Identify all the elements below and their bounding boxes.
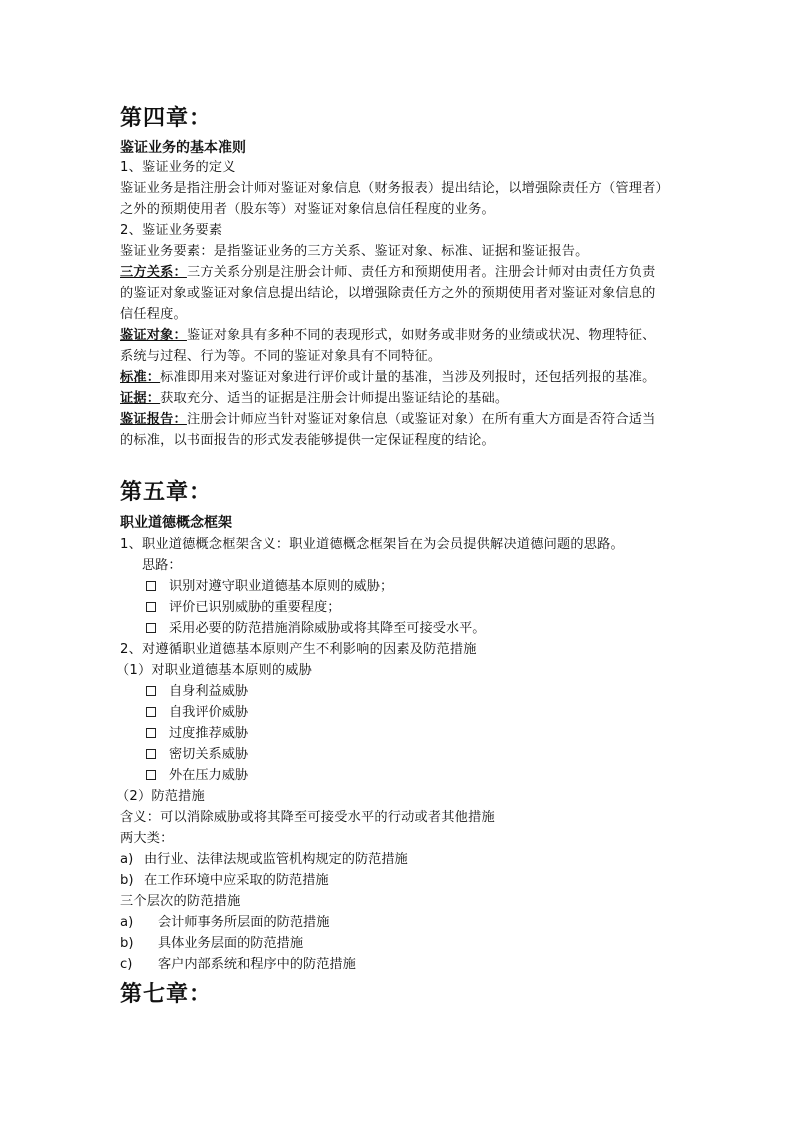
checkbox-icon	[146, 686, 156, 696]
ch4-three-party-line-3: 信任程度。	[120, 307, 187, 322]
evidence-term: 证据：	[120, 391, 161, 406]
level-item	[120, 934, 303, 954]
two-types-label: 两大类：	[120, 831, 174, 846]
safeguards-label: （2）防范措施	[116, 789, 205, 804]
checkbox-icon	[146, 602, 156, 612]
chapter-4-section-heading: 鉴证业务的基本准则	[120, 140, 246, 156]
approach-item	[146, 598, 340, 618]
type-text: 在工作环境中应采取的防范措施	[144, 873, 329, 888]
checkbox-icon	[146, 623, 156, 633]
ch4-object-line-2: 系统与过程、行为等。不同的鉴证对象具有不同特征。	[120, 349, 442, 364]
level-text: 具体业务层面的防范措施	[158, 936, 304, 951]
type-text: 由行业、法律法规或监管机构规定的防范措施	[144, 852, 408, 867]
three-party-text: 三方关系分别是注册会计师、责任方和预期使用者。注册会计师对由责任方负责	[186, 265, 656, 280]
approach-item-text: 评价已识别威胁的重要程度；	[169, 600, 341, 615]
evidence-text: 获取充分、适当的证据是注册会计师提出鉴证结论的基础。	[160, 391, 509, 406]
checkbox-icon	[146, 770, 156, 780]
level-item	[120, 913, 329, 933]
ch5-item-2: 2、对遵循职业道德基本原则产生不利影响的因素及防范措施	[120, 642, 477, 657]
approach-item	[146, 619, 486, 639]
checkbox-icon	[146, 581, 156, 591]
type-item	[120, 850, 408, 870]
three-party-term: 三方关系：	[120, 265, 187, 280]
approach-item-text: 识别对遵守职业道德基本原则的威胁；	[169, 579, 394, 594]
chapter-7-title: 第七章：	[120, 981, 213, 1007]
report-term: 鉴证报告：	[120, 412, 187, 427]
level-text: 会计师事务所层面的防范措施	[158, 915, 330, 930]
threat-item-text: 外在压力威胁	[169, 768, 249, 783]
ch4-item-1: 1、鉴证业务的定义	[120, 160, 236, 175]
threat-item	[146, 745, 248, 765]
chapter-5-title: 第五章：	[120, 479, 213, 505]
ch4-item-2: 2、鉴证业务要素	[120, 223, 223, 238]
ch4-three-party-line-1	[120, 263, 656, 283]
ch4-evidence-line	[120, 389, 508, 409]
level-marker: c)	[120, 957, 133, 972]
ch4-elements-line: 鉴证业务要素：是指鉴证业务的三方关系、鉴证对象、标准、证据和鉴证报告。	[120, 244, 589, 259]
type-marker: a)	[120, 852, 134, 867]
threat-item	[146, 766, 248, 786]
threat-item	[146, 703, 248, 723]
standard-term: 标准：	[120, 370, 161, 385]
three-levels-label: 三个层次的防范措施	[120, 894, 241, 909]
object-text: 鉴证对象具有多种不同的表现形式，如财务或非财务的业绩或状况、物理特征、	[186, 328, 656, 343]
level-item	[120, 955, 356, 975]
threat-item-text: 密切关系威胁	[169, 747, 249, 762]
level-marker: b)	[120, 936, 134, 951]
approach-item-text: 采用必要的防范措施消除威胁或将其降至可接受水平。	[169, 621, 486, 636]
threats-label: （1）对职业道德基本原则的威胁	[116, 663, 313, 678]
ch4-definition-line-1: 鉴证业务是指注册会计师对鉴证对象信息（财务报表）提出结论，以增强除责任方（管理者）	[120, 181, 669, 196]
chapter-5-section-heading: 职业道德概念框架	[120, 515, 232, 531]
ch4-three-party-line-2: 的鉴证对象或鉴证对象信息提出结论，以增强除责任方之外的预期使用者对鉴证对象信息的	[120, 286, 656, 301]
approach-label: 思路：	[142, 558, 182, 573]
chapter-4-title: 第四章：	[120, 105, 213, 131]
approach-item	[146, 577, 393, 597]
threat-item-text: 自身利益威胁	[169, 684, 249, 699]
checkbox-icon	[146, 749, 156, 759]
ch4-report-line-1	[120, 410, 656, 430]
ch4-standard-line	[120, 368, 656, 388]
type-item	[120, 871, 329, 891]
ch4-object-line-1	[120, 326, 656, 346]
threat-item	[146, 682, 248, 702]
checkbox-icon	[146, 728, 156, 738]
type-marker: b)	[120, 873, 134, 888]
threat-item-text: 自我评价威胁	[169, 705, 249, 720]
checkbox-icon	[146, 707, 156, 717]
object-term: 鉴证对象：	[120, 328, 187, 343]
report-text: 注册会计师应当针对鉴证对象信息（或鉴证对象）在所有重大方面是否符合适当	[186, 412, 656, 427]
standard-text: 标准即用来对鉴证对象进行评价或计量的基准，当涉及列报时，还包括列报的基准。	[160, 370, 656, 385]
safeguards-meaning: 含义：可以消除威胁或将其降至可接受水平的行动或者其他措施	[120, 810, 495, 825]
threat-item	[146, 724, 248, 744]
level-marker: a)	[120, 915, 134, 930]
ch5-item-1: 1、职业道德概念框架含义：职业道德概念框架旨在为会员提供解决道德问题的思路。	[120, 537, 624, 552]
ch4-report-line-2: 的标准，以书面报告的形式发表能够提供一定保证程度的结论。	[120, 433, 495, 448]
threat-item-text: 过度推荐威胁	[169, 726, 249, 741]
ch4-definition-line-2: 之外的预期使用者（股东等）对鉴证对象信息信任程度的业务。	[120, 202, 495, 217]
level-text: 客户内部系统和程序中的防范措施	[158, 957, 356, 972]
